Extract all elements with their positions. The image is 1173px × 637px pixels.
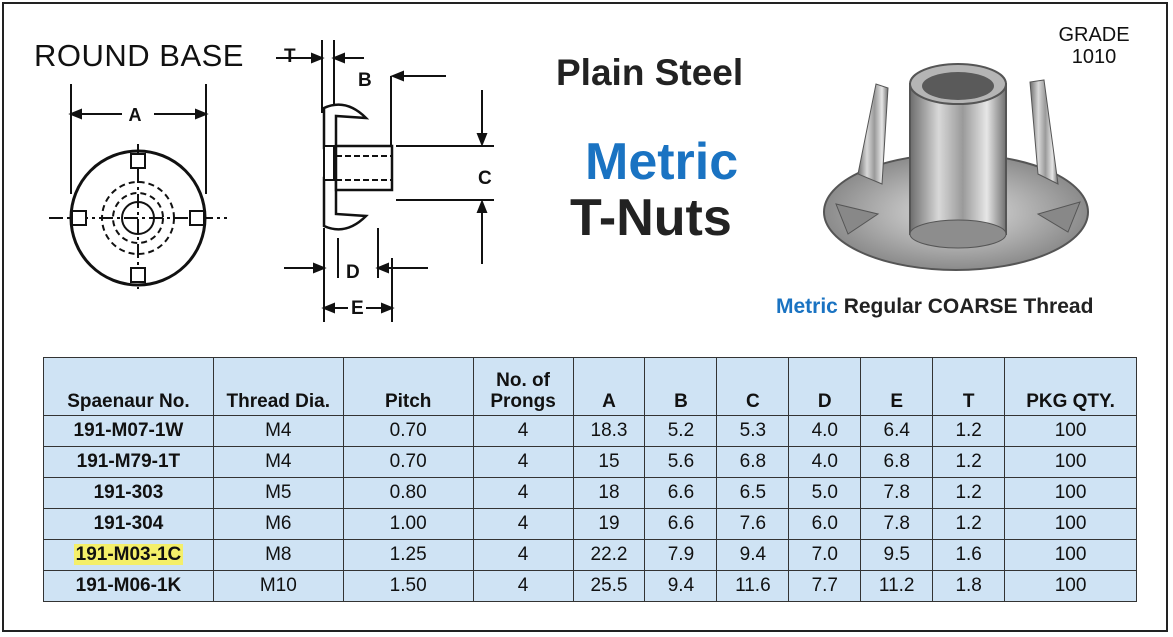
cell-e: 6.4 [861, 416, 933, 447]
cell-pkg-qty: 100 [1005, 416, 1137, 447]
cell-e: 9.5 [861, 540, 933, 571]
cell-t: 1.6 [933, 540, 1005, 571]
cell-part-number: 191-M06-1K [44, 571, 214, 602]
cell-d: 4.0 [789, 416, 861, 447]
cell-prongs: 4 [473, 447, 573, 478]
cell-b: 9.4 [645, 571, 717, 602]
cell-pitch: 1.50 [343, 571, 473, 602]
cell-thread-dia: M10 [213, 571, 343, 602]
cell-pitch: 0.80 [343, 478, 473, 509]
cell-pkg-qty: 100 [1005, 540, 1137, 571]
dim-label-c: C [478, 168, 492, 189]
table-row [44, 478, 1137, 509]
cell-prongs: 4 [473, 478, 573, 509]
cell-prongs: 4 [473, 571, 573, 602]
table-row [44, 509, 1137, 540]
cell-a: 18 [573, 478, 645, 509]
table-row [44, 416, 1137, 447]
cell-pitch: 0.70 [343, 416, 473, 447]
header-pkg-qty: PKG QTY. [1005, 358, 1137, 416]
cell-t: 1.2 [933, 447, 1005, 478]
cell-c: 9.4 [717, 540, 789, 571]
cell-c: 6.5 [717, 478, 789, 509]
cell-b: 5.6 [645, 447, 717, 478]
metric-title: Metric [585, 133, 739, 191]
cell-a: 22.2 [573, 540, 645, 571]
header-d: D [789, 358, 861, 416]
header-pitch: Pitch [343, 358, 473, 416]
subtitle-rest: Regular COARSE Thread [843, 295, 1094, 318]
round-base-label: ROUND BASE [34, 38, 244, 73]
cell-d: 7.7 [789, 571, 861, 602]
cell-pitch: 0.70 [343, 447, 473, 478]
header-b: B [645, 358, 717, 416]
header-t: T [933, 358, 1005, 416]
table-body [44, 416, 1137, 602]
table-row [44, 540, 1137, 571]
cell-d: 5.0 [789, 478, 861, 509]
cell-prongs: 4 [473, 540, 573, 571]
header-part-number: Spaenaur No. [44, 358, 214, 416]
cell-a: 15 [573, 447, 645, 478]
cell-thread-dia: M4 [213, 447, 343, 478]
side-profile-diagram [266, 38, 492, 328]
cell-pkg-qty: 100 [1005, 571, 1137, 602]
cell-thread-dia: M6 [213, 509, 343, 540]
material-title: Plain Steel [556, 52, 744, 93]
cell-part-number: 191-303 [44, 478, 214, 509]
thread-subtitle [776, 295, 1093, 319]
cell-c: 5.3 [717, 416, 789, 447]
cell-d: 4.0 [789, 447, 861, 478]
cell-t: 1.2 [933, 478, 1005, 509]
header-prongs [473, 358, 573, 416]
cell-prongs: 4 [473, 416, 573, 447]
cell-e: 11.2 [861, 571, 933, 602]
dim-label-e: E [351, 298, 364, 319]
cell-t: 1.2 [933, 416, 1005, 447]
dim-label-b: B [358, 70, 372, 91]
cell-d: 7.0 [789, 540, 861, 571]
header-thread-dia: Thread Dia. [213, 358, 343, 416]
cell-e: 7.8 [861, 478, 933, 509]
cell-part-number: 191-304 [44, 509, 214, 540]
cell-thread-dia: M4 [213, 416, 343, 447]
cell-pitch: 1.25 [343, 540, 473, 571]
table-header-row [44, 358, 1137, 416]
cell-d: 6.0 [789, 509, 861, 540]
cell-pkg-qty: 100 [1005, 478, 1137, 509]
cell-prongs: 4 [473, 509, 573, 540]
cell-b: 6.6 [645, 509, 717, 540]
table-row [44, 571, 1137, 602]
subtitle-metric: Metric [776, 295, 838, 318]
specs-table [43, 357, 1137, 602]
dim-label-a: A [128, 105, 142, 125]
cell-c: 11.6 [717, 571, 789, 602]
round-base-diagram [44, 84, 224, 304]
table-row [44, 447, 1137, 478]
cell-a: 18.3 [573, 416, 645, 447]
grade-label-line1: GRADE [1058, 24, 1130, 46]
cell-thread-dia: M8 [213, 540, 343, 571]
cell-a: 25.5 [573, 571, 645, 602]
cell-thread-dia: M5 [213, 478, 343, 509]
cell-part-number: 191-M07-1W [44, 416, 214, 447]
cell-part-number [44, 540, 214, 571]
grade-label-line2: 1010 [1071, 46, 1117, 68]
cell-t: 1.8 [933, 571, 1005, 602]
cell-t: 1.2 [933, 509, 1005, 540]
t-nut-photo [818, 44, 1094, 276]
cell-b: 6.6 [645, 478, 717, 509]
cell-c: 7.6 [717, 509, 789, 540]
cell-part-number: 191-M79-1T [44, 447, 214, 478]
header-prongs-line2: Prongs [490, 391, 556, 412]
cell-pkg-qty: 100 [1005, 447, 1137, 478]
dim-label-t: T [284, 46, 296, 67]
header-a: A [573, 358, 645, 416]
highlighted-part-number: 191-M03-1C [75, 544, 182, 565]
cell-e: 7.8 [861, 509, 933, 540]
cell-e: 6.8 [861, 447, 933, 478]
header-prongs-line1: No. of [496, 370, 550, 391]
header-c: C [717, 358, 789, 416]
cell-c: 6.8 [717, 447, 789, 478]
cell-a: 19 [573, 509, 645, 540]
cell-pkg-qty: 100 [1005, 509, 1137, 540]
catalog-panel [2, 2, 1168, 632]
header-e: E [861, 358, 933, 416]
cell-b: 7.9 [645, 540, 717, 571]
cell-pitch: 1.00 [343, 509, 473, 540]
product-title: T-Nuts [570, 189, 732, 247]
cell-b: 5.2 [645, 416, 717, 447]
dim-label-d: D [346, 262, 360, 283]
